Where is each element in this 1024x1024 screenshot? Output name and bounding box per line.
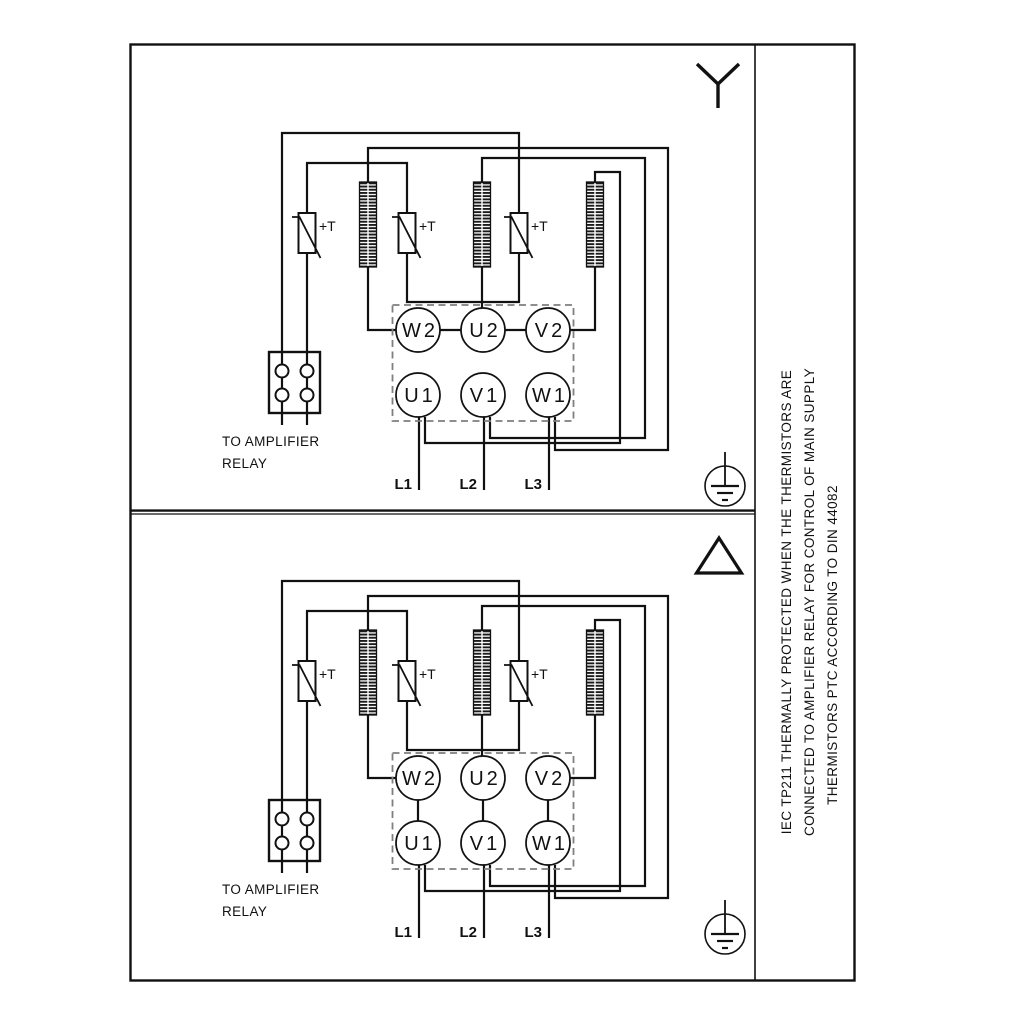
delta-panel-geometry: [222, 581, 745, 954]
terminal-label: V2: [534, 768, 566, 790]
star-panel: [222, 64, 745, 506]
delta-links: [418, 800, 548, 821]
thermistor-label: +T: [319, 218, 336, 234]
relay-terminal: [276, 389, 289, 402]
relay-box: [269, 352, 320, 413]
terminal-label: W2: [402, 320, 438, 342]
wire: [407, 253, 519, 302]
relay-terminal: [301, 837, 314, 850]
thermistor-label: +T: [419, 218, 436, 234]
supply-label-l2: L2: [459, 924, 477, 941]
supply-label-l3: L3: [524, 476, 542, 493]
terminal-label: V1: [469, 833, 501, 855]
thermistor-symbols: [292, 213, 548, 258]
thermistor-label: +T: [419, 666, 436, 682]
earth-ground-icon: [705, 900, 745, 954]
amplifier-relay: [222, 352, 320, 471]
terminal-label: V1: [469, 385, 501, 407]
supply-label-l2: L2: [459, 476, 477, 493]
terminal-label: V2: [534, 320, 566, 342]
terminal-label: W1: [532, 833, 568, 855]
supply-labels: [394, 924, 542, 941]
relay-terminal: [276, 813, 289, 826]
terminal-label: W2: [402, 768, 438, 790]
star-panel-geometry: [222, 133, 745, 506]
terminal-label: U2: [469, 320, 501, 342]
terminal-label: U2: [469, 768, 501, 790]
relay-caption-line1: TO AMPLIFIER: [222, 882, 320, 897]
delta-connection-icon: [697, 538, 742, 573]
terminal-label: U1: [404, 385, 436, 407]
relay-terminal: [276, 837, 289, 850]
relay-caption-line2: RELAY: [222, 904, 268, 919]
wire: [407, 701, 519, 750]
amplifier-relay: [222, 800, 320, 919]
relay-terminal: [301, 389, 314, 402]
relay-terminal: [276, 365, 289, 378]
thermistor-label: +T: [319, 666, 336, 682]
earth-ground-icon: [705, 452, 745, 506]
winding-symbols: [360, 630, 604, 715]
wire: [307, 611, 407, 661]
relay-caption-line2: RELAY: [222, 456, 268, 471]
star-connection-icon: [697, 64, 739, 108]
relay-terminal: [301, 365, 314, 378]
terminal-block: [393, 305, 574, 421]
relay-box: [269, 800, 320, 861]
supply-label-l1: L1: [394, 924, 412, 941]
supply-label-l1: L1: [394, 476, 412, 493]
wire: [307, 163, 407, 213]
note-line-1: IEC TP211 THERMALLY PROTECTED WHEN THE THERMISTORS ARE: [779, 369, 794, 835]
note-line-3: THERMISTORS PTC ACCORDING TO DIN 44082: [825, 485, 840, 805]
winding-symbols: [360, 182, 604, 267]
supply-label-l3: L3: [524, 924, 542, 941]
delta-panel: [222, 538, 745, 954]
relay-terminal: [301, 813, 314, 826]
relay-caption-line1: TO AMPLIFIER: [222, 434, 320, 449]
note-sidebar: [779, 368, 840, 836]
thermistor-symbols: [292, 661, 548, 706]
terminal-label: U1: [404, 833, 436, 855]
note-line-2: CONNECTED TO AMPLIFIER RELAY FOR CONTROL OF MAIN SUPPLY: [802, 367, 817, 837]
thermistor-label: +T: [531, 666, 548, 682]
supply-labels: [394, 476, 542, 493]
terminal-label: W1: [532, 385, 568, 407]
thermistor-label: +T: [531, 218, 548, 234]
